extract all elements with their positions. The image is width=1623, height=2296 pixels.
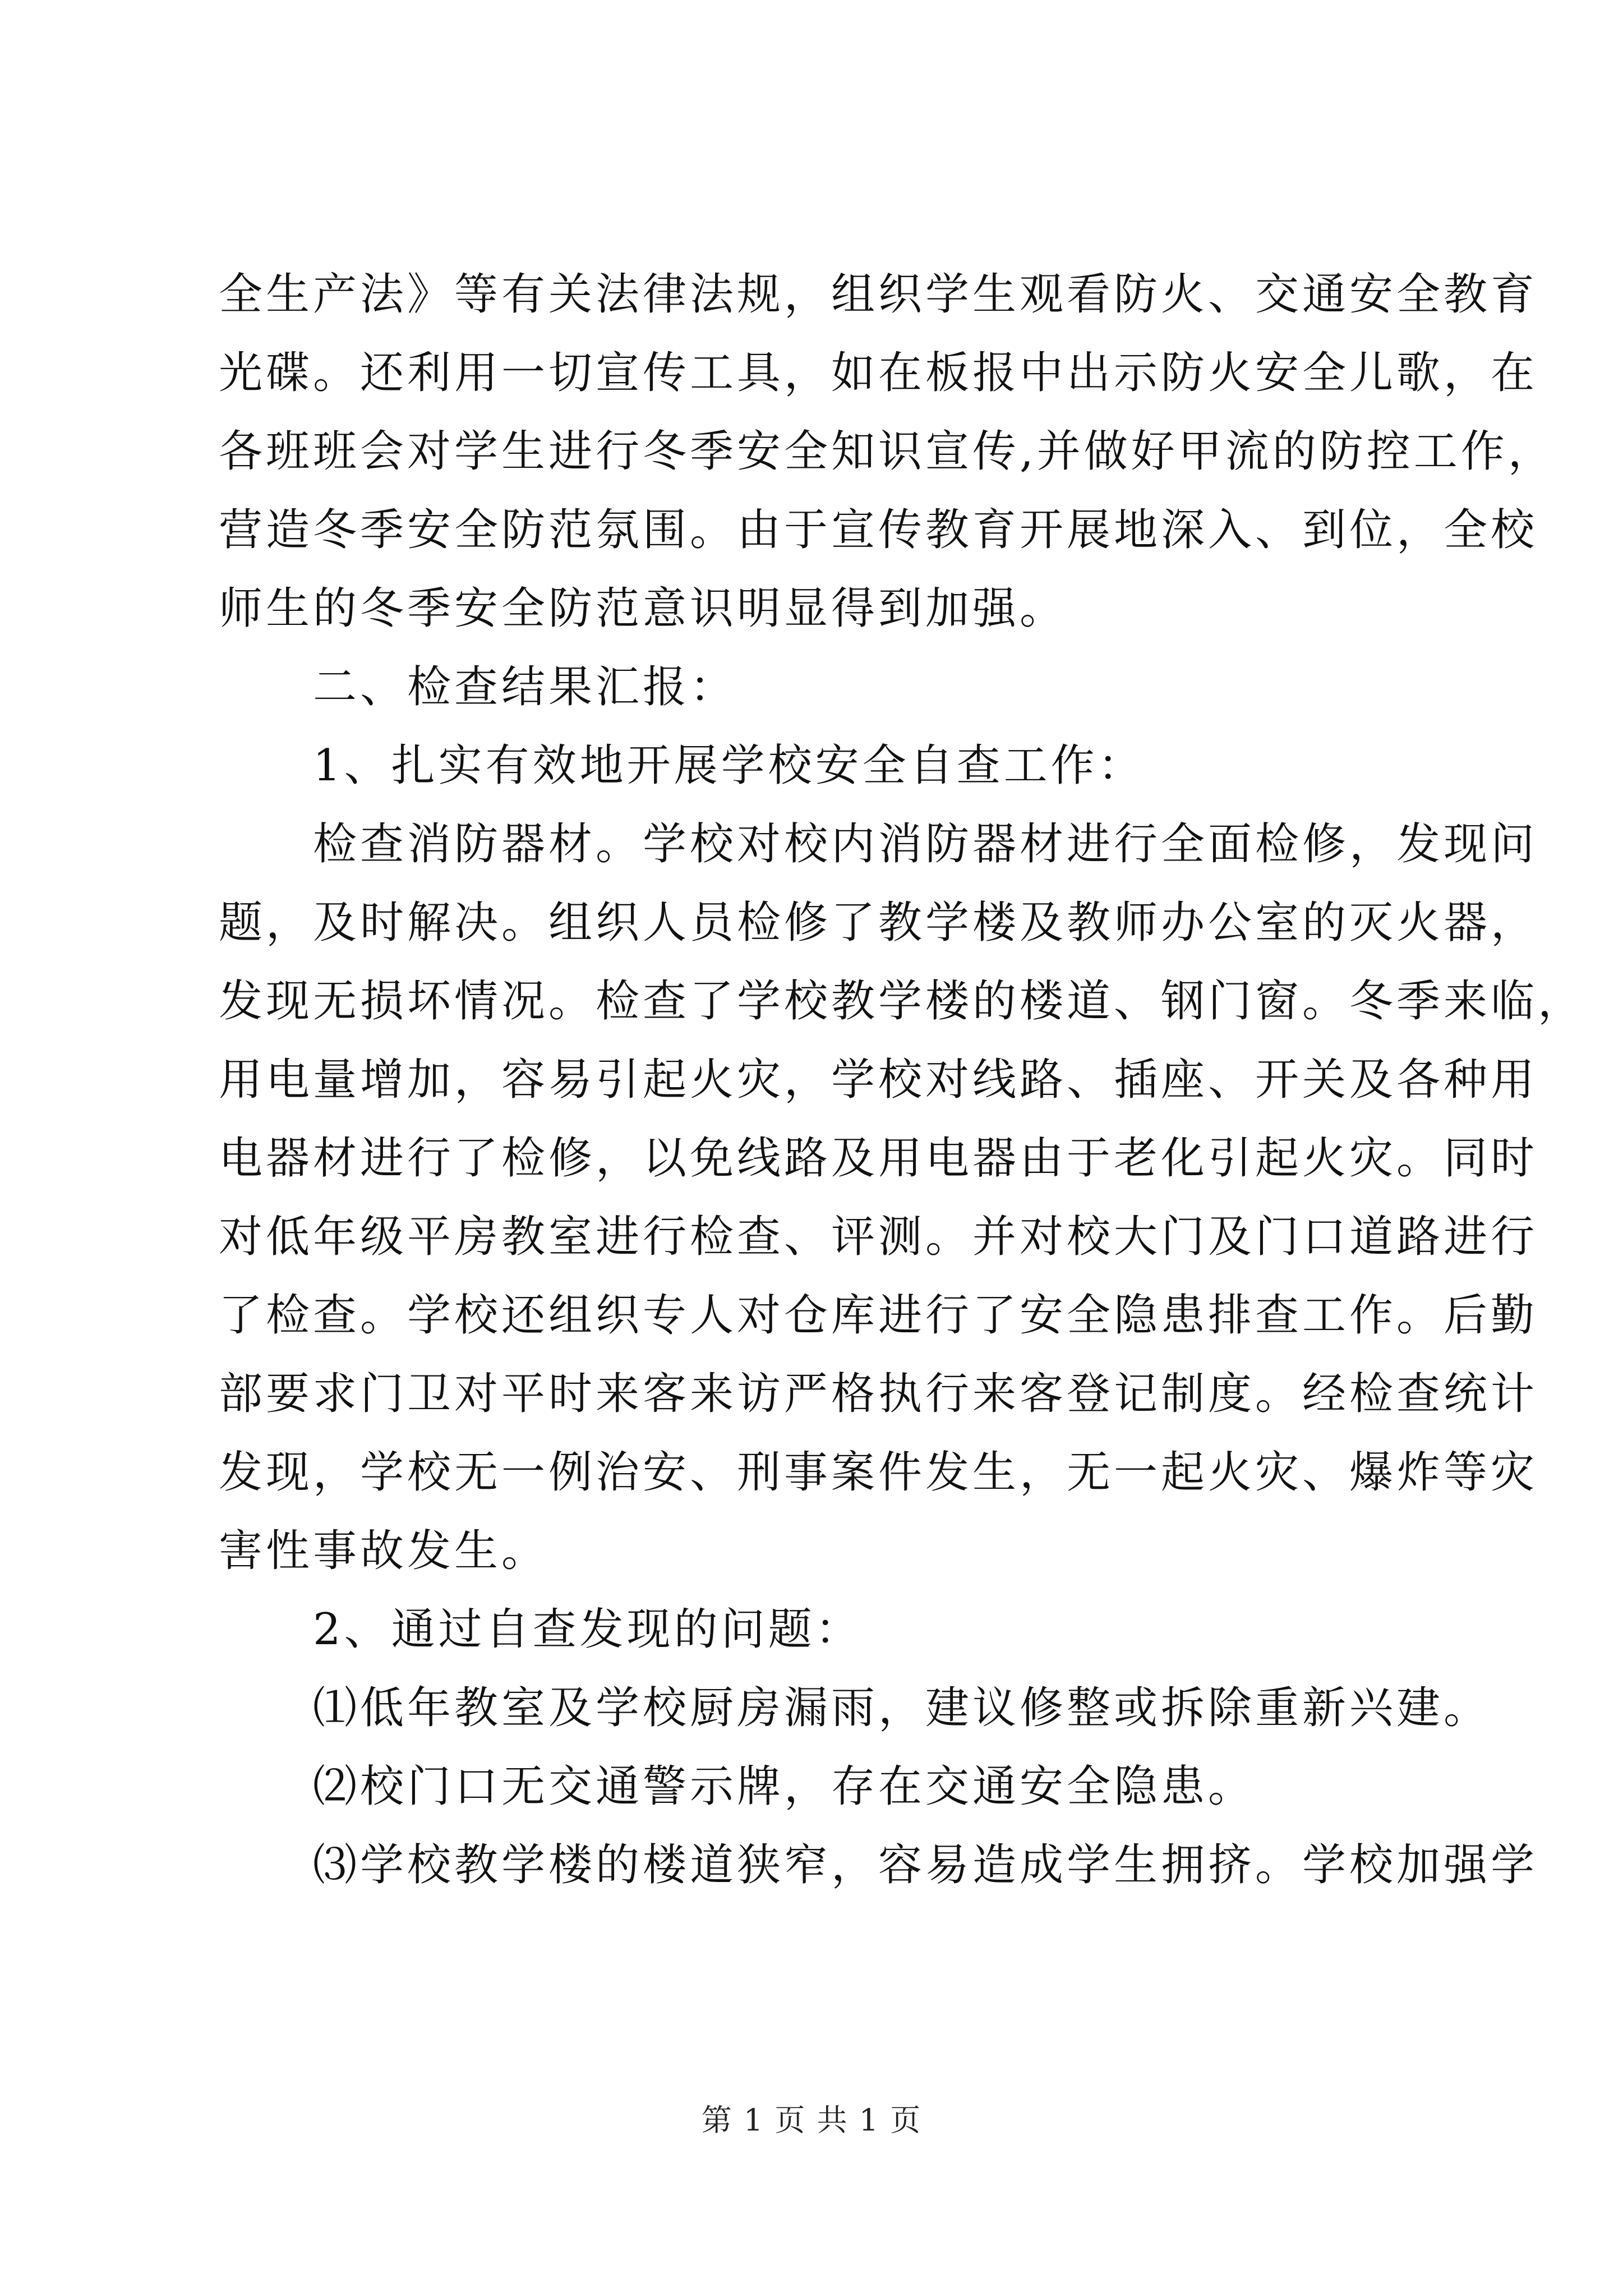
text-line: 部要求门卫对平时来客来访严格执行来客登记制度。经检查统计	[219, 1369, 1538, 1419]
text-line: 发现，学校无一例治安、刑事案件发生，无一起火灾、爆炸等灾	[219, 1447, 1538, 1498]
text-line: 光碟。还利用一切宣传工具，如在板报中出示防火安全儿歌，在	[219, 348, 1538, 398]
text-line: 对低年级平房教室进行检查、评测。并对校大门及门口道路进行	[219, 1212, 1538, 1262]
body-text	[219, 255, 1585, 1904]
text-line: 全生产法》等有关法律法规，组织学生观看防火、交通安全教育	[219, 269, 1538, 320]
text-line: 师生的冬季安全防范意识明显得到加强。	[219, 583, 1067, 634]
text-line: 了检查。学校还组织专人对仓库进行了安全隐患排查工作。后勤	[219, 1290, 1538, 1341]
page-footer: 第 1 页 共 1 页	[701, 2102, 922, 2138]
subsection-heading: 1、扎实有效地开展学校安全自查工作：	[219, 740, 1145, 791]
text-line: 用电量增加，容易引起火灾，学校对线路、插座、开关及各种用	[219, 1055, 1538, 1105]
text-line: 各班班会对学生进行冬季安全知识宣传,并做好甲流的防控工作，	[219, 426, 1555, 477]
text-line: 发现无损坏情况。检查了学校教学楼的楼道、钢门窗。冬季来临，	[219, 976, 1585, 1027]
text-line: 电器材进行了检修，以免线路及用电器由于老化引起火灾。同时	[219, 1133, 1538, 1184]
subsection-heading: 2、通过自查发现的问题：	[219, 1604, 863, 1655]
list-item: ⑴低年教室及学校厨房漏雨，建议修整或拆除重新兴建。	[219, 1683, 1491, 1733]
text-line: 营造冬季安全防范氛围。由于宣传教育开展地深入、到位，全校	[219, 505, 1538, 555]
list-item: ⑶学校教学楼的楼道狭窄，容易造成学生拥挤。学校加强学	[219, 1840, 1538, 1890]
text-line: 题，及时解决。组织人员检修了教学楼及教师办公室的灭火器，	[219, 898, 1538, 948]
list-item: ⑵校门口无交通警示牌，存在交通安全隐患。	[219, 1761, 1256, 1812]
text-line: 检查消防器材。学校对校内消防器材进行全面检修，发现问	[219, 819, 1538, 869]
section-heading: 二、检查结果汇报：	[219, 662, 737, 712]
text-line: 害性事故发生。	[219, 1526, 549, 1576]
